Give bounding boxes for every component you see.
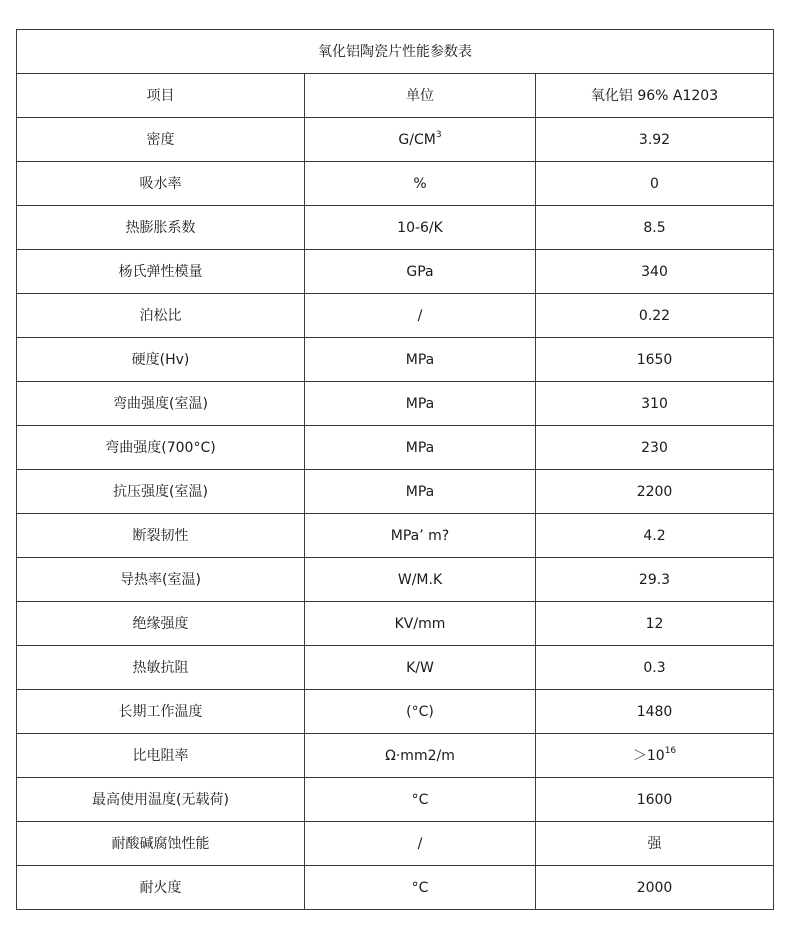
cell-unit-text: MPa — [405, 483, 435, 500]
cell-item: 热敏抗阻 — [17, 646, 305, 690]
cell-value-text: 3.92 — [638, 131, 671, 148]
cell-value-text: 340 — [641, 263, 668, 280]
cell-value — [536, 206, 774, 250]
table-row — [17, 778, 774, 822]
cell-unit — [305, 206, 536, 250]
cell-unit — [305, 338, 536, 382]
table-row — [17, 382, 774, 426]
table-row — [17, 206, 774, 250]
cell-unit-text: MPa — [405, 351, 435, 368]
cell-item: 导热率(室温) — [17, 558, 305, 602]
cell-value-text: 29.3 — [638, 571, 671, 588]
cell-unit-text: / — [417, 307, 423, 324]
cell-value — [536, 558, 774, 602]
cell-value-text: ＞10 — [632, 747, 665, 764]
cell-unit-text: MPa — [405, 395, 435, 412]
cell-unit — [305, 778, 536, 822]
cell-unit — [305, 690, 536, 734]
cell-unit — [305, 162, 536, 206]
cell-value — [536, 690, 774, 734]
cell-value — [536, 778, 774, 822]
cell-unit — [305, 470, 536, 514]
cell-value-text: 310 — [641, 395, 668, 412]
table-row — [17, 690, 774, 734]
cell-unit-text: % — [413, 175, 427, 192]
cell-unit-text: / — [417, 835, 423, 852]
cell-item: 比电阻率 — [17, 734, 305, 778]
cell-value — [536, 734, 774, 778]
cell-value — [536, 162, 774, 206]
spec-table — [16, 29, 774, 910]
cell-unit — [305, 602, 536, 646]
header-value: 氧化铝 96% A1203 — [536, 74, 774, 118]
cell-value — [536, 426, 774, 470]
cell-value-text: 2200 — [636, 483, 673, 500]
cell-item: 热膨胀系数 — [17, 206, 305, 250]
cell-value-text: 1650 — [636, 351, 673, 368]
cell-item: 最高使用温度(无载荷) — [17, 778, 305, 822]
table-row — [17, 514, 774, 558]
cell-item: 泊松比 — [17, 294, 305, 338]
cell-value — [536, 822, 774, 866]
cell-value-text: 8.5 — [643, 219, 666, 236]
cell-unit-text: Ω·mm2/m — [385, 747, 455, 764]
cell-unit-superscript: 3 — [435, 129, 442, 140]
cell-unit-text: K/W — [406, 659, 434, 676]
cell-value-text: 1480 — [636, 703, 673, 720]
cell-item: 硬度(Hv) — [17, 338, 305, 382]
table-row — [17, 162, 774, 206]
cell-value — [536, 382, 774, 426]
table-row — [17, 250, 774, 294]
table-row — [17, 822, 774, 866]
cell-unit — [305, 426, 536, 470]
cell-item: 耐酸碱腐蚀性能 — [17, 822, 305, 866]
cell-unit — [305, 734, 536, 778]
cell-value — [536, 602, 774, 646]
cell-unit — [305, 646, 536, 690]
cell-unit — [305, 558, 536, 602]
cell-item: 杨氏弹性模量 — [17, 250, 305, 294]
cell-unit-text: MPa — [405, 439, 435, 456]
cell-unit-text: G/CM — [398, 131, 436, 148]
cell-unit — [305, 294, 536, 338]
table-title: 氧化铝陶瓷片性能参数表 — [17, 30, 774, 74]
cell-value — [536, 866, 774, 910]
table-row — [17, 646, 774, 690]
table-row — [17, 294, 774, 338]
cell-unit-text: KV/mm — [394, 615, 446, 632]
cell-item: 密度 — [17, 118, 305, 162]
cell-value — [536, 250, 774, 294]
table-row — [17, 426, 774, 470]
cell-unit-text: °C — [411, 791, 429, 808]
cell-value — [536, 514, 774, 558]
table-row — [17, 866, 774, 910]
cell-item: 长期工作温度 — [17, 690, 305, 734]
table-row — [17, 338, 774, 382]
cell-unit-text: (°C) — [406, 703, 434, 720]
cell-unit — [305, 514, 536, 558]
table-row — [17, 558, 774, 602]
spec-table-body — [17, 30, 774, 910]
table-row — [17, 118, 774, 162]
cell-item: 耐火度 — [17, 866, 305, 910]
cell-item: 断裂韧性 — [17, 514, 305, 558]
cell-value-text: 强 — [647, 835, 662, 852]
cell-unit — [305, 822, 536, 866]
cell-value — [536, 470, 774, 514]
cell-value-text: 0.3 — [643, 659, 666, 676]
cell-item: 绝缘强度 — [17, 602, 305, 646]
cell-item: 弯曲强度(室温) — [17, 382, 305, 426]
cell-value — [536, 338, 774, 382]
cell-unit-text: GPa — [406, 263, 434, 280]
cell-unit-text: 10-6/K — [397, 219, 443, 236]
table-title-row — [17, 30, 774, 74]
cell-unit — [305, 866, 536, 910]
table-row — [17, 734, 774, 778]
cell-value-superscript: 16 — [664, 745, 677, 756]
cell-unit — [305, 382, 536, 426]
cell-item: 吸水率 — [17, 162, 305, 206]
cell-unit — [305, 118, 536, 162]
cell-value — [536, 118, 774, 162]
cell-value-text: 1600 — [636, 791, 673, 808]
cell-value-text: 230 — [641, 439, 668, 456]
table-row — [17, 602, 774, 646]
cell-value — [536, 294, 774, 338]
table-header-row — [17, 74, 774, 118]
header-item: 项目 — [17, 74, 305, 118]
cell-value-text: 4.2 — [643, 527, 666, 544]
cell-item: 抗压强度(室温) — [17, 470, 305, 514]
cell-value-text: 0 — [650, 175, 659, 192]
cell-unit-text: °C — [411, 879, 429, 896]
cell-unit-text: W/M.K — [397, 571, 443, 588]
cell-value-text: 2000 — [636, 879, 673, 896]
cell-unit — [305, 250, 536, 294]
cell-unit-text: MPa’ m? — [390, 527, 450, 544]
cell-value — [536, 646, 774, 690]
header-unit: 单位 — [305, 74, 536, 118]
cell-value-text: 0.22 — [638, 307, 671, 324]
cell-item: 弯曲强度(700°C) — [17, 426, 305, 470]
cell-value-text: 12 — [645, 615, 664, 632]
table-row — [17, 470, 774, 514]
